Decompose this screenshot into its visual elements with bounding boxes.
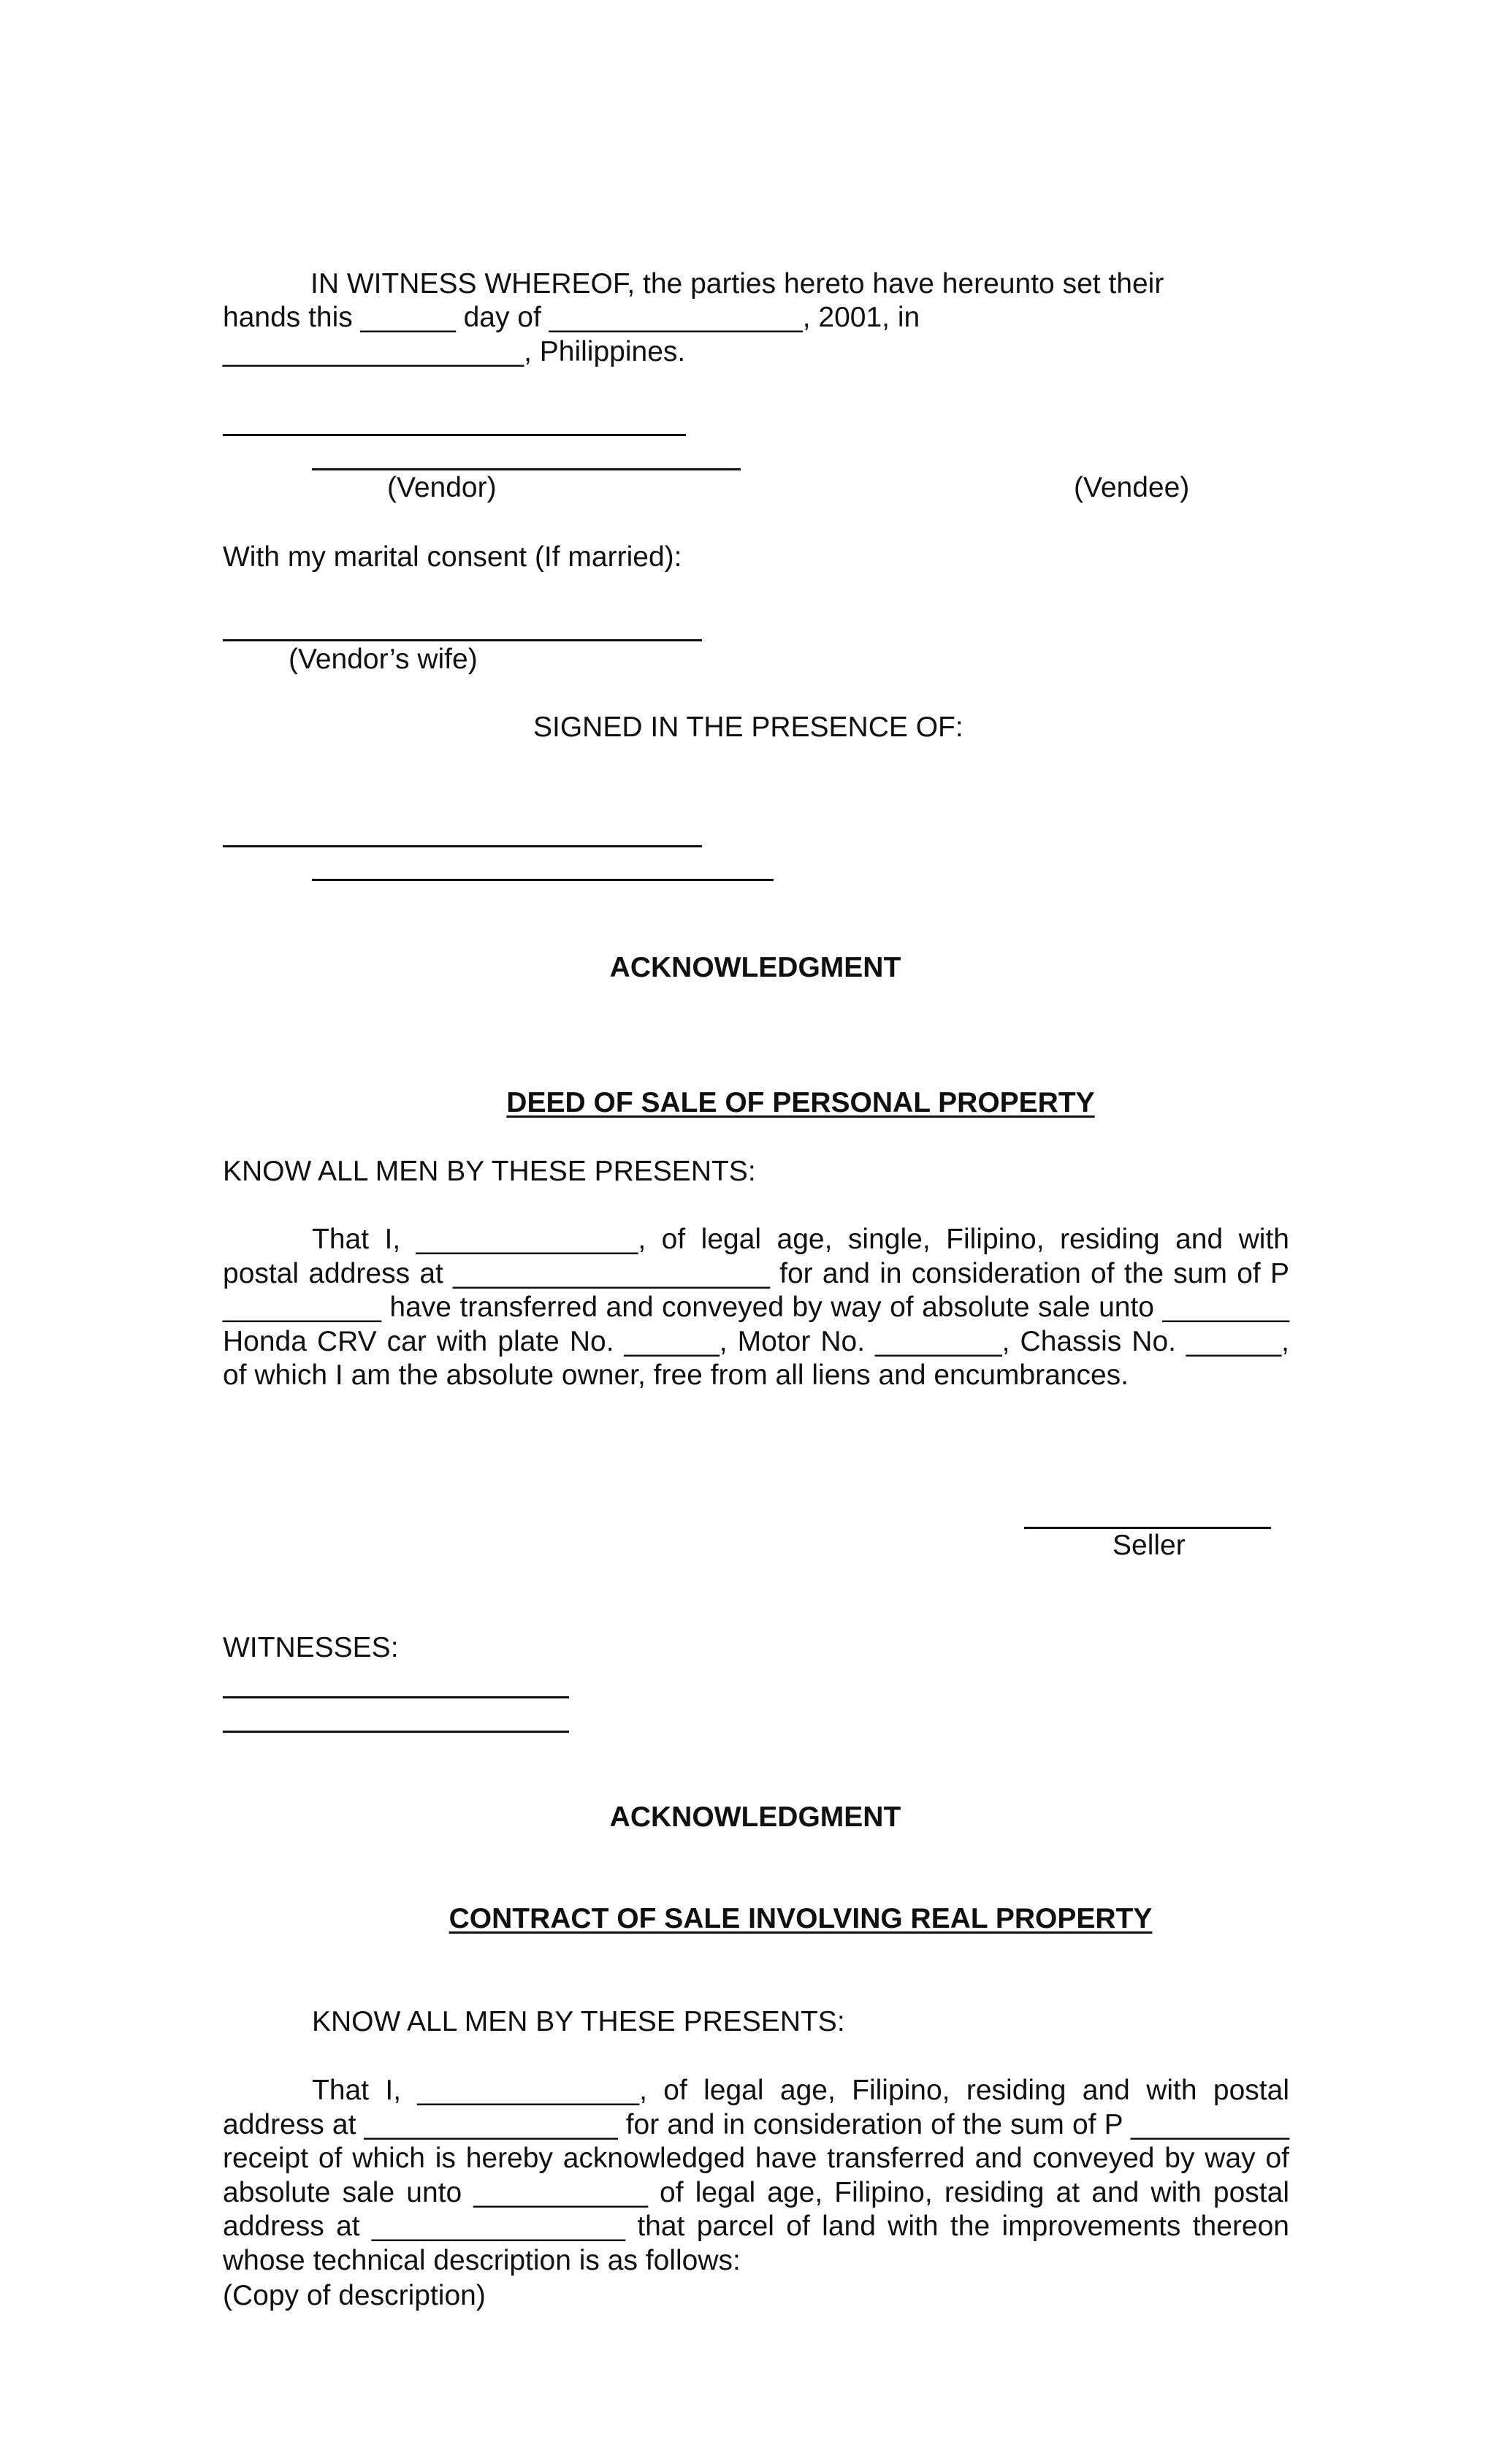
witness-signature-line-1: [223, 845, 702, 847]
vendor-label: (Vendor): [387, 472, 497, 503]
marital-consent-label: With my marital consent (If married):: [223, 541, 682, 573]
vendee-label: (Vendee): [1074, 472, 1190, 503]
vendee-signature-line: [312, 468, 741, 470]
witness-line-1: [223, 1696, 569, 1698]
witness-clause-line-3: ___________________, Philippines.: [223, 336, 686, 367]
vendor-wife-label: (Vendor’s wife): [289, 644, 478, 675]
deed-personal-body: That I, ______________, of legal age, single, Filipino, residing and with postal address at ____________________ for and in consideration of the sum of P __________ have transferred and conveyed by way of absolute sale unto ________ Honda CRV car with plate No. ______, Motor No. ________, Chassis No. ______, of which I am the absolute owner, free from all liens and encumbrances.: [223, 1224, 1289, 1392]
acknowledgment-heading-1: ACKNOWLEDGMENT: [609, 952, 901, 983]
contract-know-all: KNOW ALL MEN BY THESE PRESENTS:: [312, 2006, 845, 2037]
contract-real-property-title: CONTRACT OF SALE INVOLVING REAL PROPERTY: [449, 1903, 1153, 1934]
witness-line-2: [223, 1731, 569, 1733]
vendor-signature-line: [223, 434, 686, 436]
copy-of-description-note: (Copy of description): [223, 2280, 486, 2311]
witness-signature-line-2: [312, 879, 774, 881]
acknowledgment-heading-2: ACKNOWLEDGMENT: [609, 1801, 901, 1833]
signed-in-presence-heading: SIGNED IN THE PRESENCE OF:: [533, 712, 963, 743]
witness-clause-line-2: hands this ______ day of ________________, 2001, in: [223, 302, 920, 333]
deed-personal-know-all: KNOW ALL MEN BY THESE PRESENTS:: [223, 1156, 756, 1187]
seller-label: Seller: [1113, 1530, 1186, 1561]
vendor-wife-signature-line: [223, 639, 702, 641]
witness-clause-line-1: IN WITNESS WHEREOF, the parties hereto have hereunto set their: [310, 268, 1164, 300]
witnesses-label: WITNESSES:: [223, 1632, 399, 1663]
deed-of-sale-personal-title: DEED OF SALE OF PERSONAL PROPERTY: [506, 1087, 1095, 1118]
contract-real-body: That I, ______________, of legal age, Filipino, residing and with postal address at ________________ for and in consideration of the sum of P __________ receipt of which is hereby acknowledged have transferred and conveyed by way of absolute sale unto ___________ of legal age, Filipino, residing at and with postal address at ________________ that parcel of land with the improvements thereon whose technical description is as follows:: [223, 2075, 1289, 2276]
